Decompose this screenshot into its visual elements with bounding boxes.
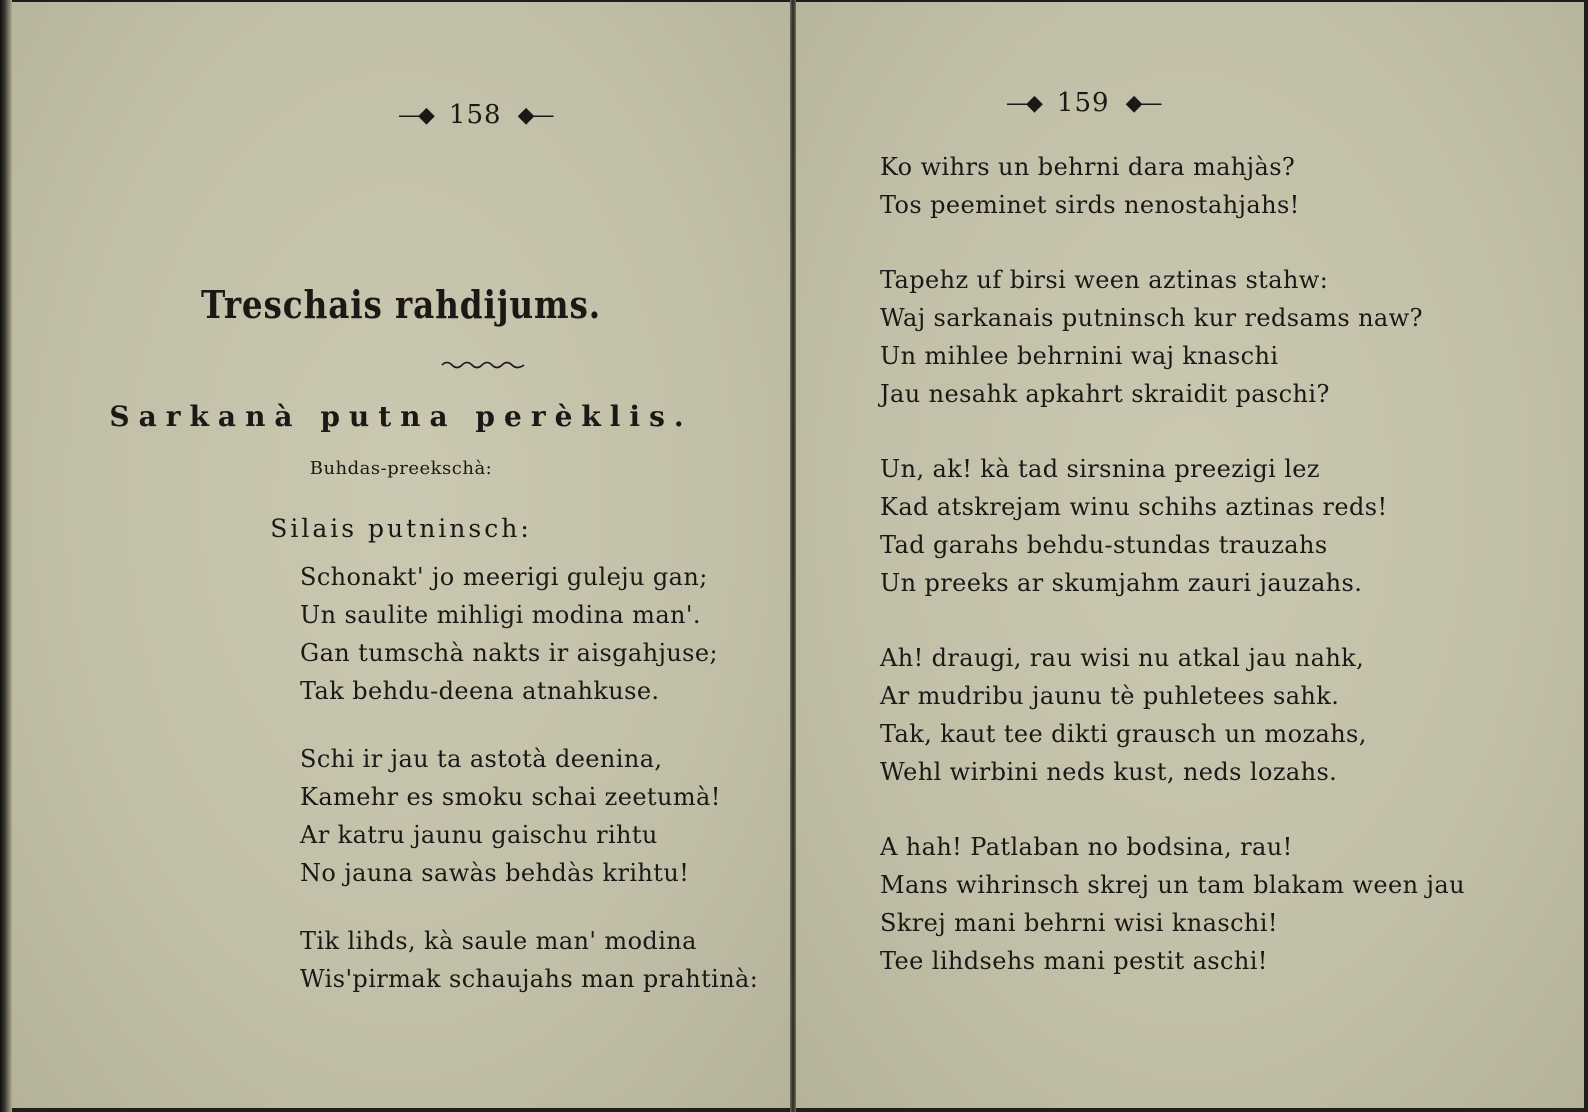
poem-line: Waj sarkanais putninsch kur redsams naw?: [880, 304, 1423, 332]
poem-line: No jauna sawàs behdàs krihtu!: [300, 859, 690, 887]
poem-line: Schi ir jau ta astotà deenina,: [300, 745, 663, 773]
stanza-gap: [880, 602, 1465, 639]
poem-line: Tad garahs behdu-stundas trauzahs: [880, 531, 1328, 559]
page-number-left-text: 158: [448, 100, 502, 130]
left-page: [12, 2, 791, 1108]
poem-line: Gan tumschà nakts ir aisgahjuse;: [300, 639, 718, 667]
stanza-gap: [880, 791, 1465, 828]
squiggle-divider-icon: [440, 358, 526, 372]
left-poem-text: [300, 558, 758, 998]
poem-line: Ko wihrs un behrni dara mahjàs?: [880, 153, 1296, 181]
poem-line: Tak behdu-deena atnahkuse.: [300, 677, 660, 705]
right-page: [796, 2, 1584, 1108]
poem-line: Skrej mani behrni wisi knaschi!: [880, 909, 1278, 937]
poem-line: Tapehz uf birsi ween aztinas stahw:: [880, 266, 1329, 294]
poem-line: Wehl wirbini neds kust, neds lozahs.: [880, 758, 1338, 786]
poem-line: Tak, kaut tee dikti grausch un mozahs,: [880, 720, 1367, 748]
ornament-left-icon: —◆: [398, 102, 433, 128]
poem-line: Jau nesahk apkahrt skraidit paschi?: [880, 380, 1330, 408]
ornament-left-icon: —◆: [1006, 90, 1041, 116]
poem-line: Tos peeminet sirds nenostahjahs!: [880, 191, 1300, 219]
section-title: Treschais rahdijums.: [201, 282, 601, 327]
ornament-right-icon: ◆—: [517, 102, 553, 128]
poem-line: Un preeks ar skumjahm zauri jauzahs.: [880, 569, 1363, 597]
poem-line: Kamehr es smoku schai zeetumà!: [300, 783, 721, 811]
poem-title: Sarkanà putna perèklis.: [109, 400, 693, 433]
poem-line: Tee lihdsehs mani pestit aschi!: [880, 947, 1268, 975]
speaker-name: Silais putninsch:: [270, 514, 532, 543]
poem-line: Ah! draugi, rau wisi nu atkal jau nahk,: [880, 644, 1365, 672]
page-number-right: [1006, 88, 1160, 118]
right-poem-text: [880, 148, 1465, 980]
stanza-gap: [880, 413, 1465, 450]
poem-line: Mans wihrinsch skrej un tam blakam ween jau: [880, 871, 1465, 899]
book-cover-edge: [0, 0, 12, 1112]
poem-line: Wis'pirmak schaujahs man prahtinà:: [300, 965, 759, 993]
poem-line: Un, ak! kà tad sirsnina preezigi lez: [880, 455, 1320, 483]
poem-line: Kad atskrejam winu schihs aztinas reds!: [880, 493, 1388, 521]
ornament-right-icon: ◆—: [1125, 90, 1161, 116]
poem-line: Ar mudribu jaunu tè puhletees sahk.: [880, 682, 1340, 710]
stanza-gap: [880, 224, 1465, 261]
poem-line: A hah! Patlaban no bodsina, rau!: [880, 833, 1293, 861]
poem-line: Un mihlee behrnini waj knaschi: [880, 342, 1279, 370]
page-number-left: [398, 100, 552, 130]
page-number-right-text: 159: [1056, 88, 1110, 118]
poem-line: Ar katru jaunu gaischu rihtu: [300, 821, 658, 849]
poem-line: Un saulite mihligi modina man'.: [300, 601, 701, 629]
poem-line: Tik lihds, kà saule man' modina: [300, 927, 697, 955]
poem-line: Schonakt' jo meerigi guleju gan;: [300, 563, 708, 591]
stanza-gap: [300, 892, 758, 922]
stage-direction: Buhdas-preekschà:: [309, 458, 493, 479]
stanza-gap: [300, 710, 758, 740]
